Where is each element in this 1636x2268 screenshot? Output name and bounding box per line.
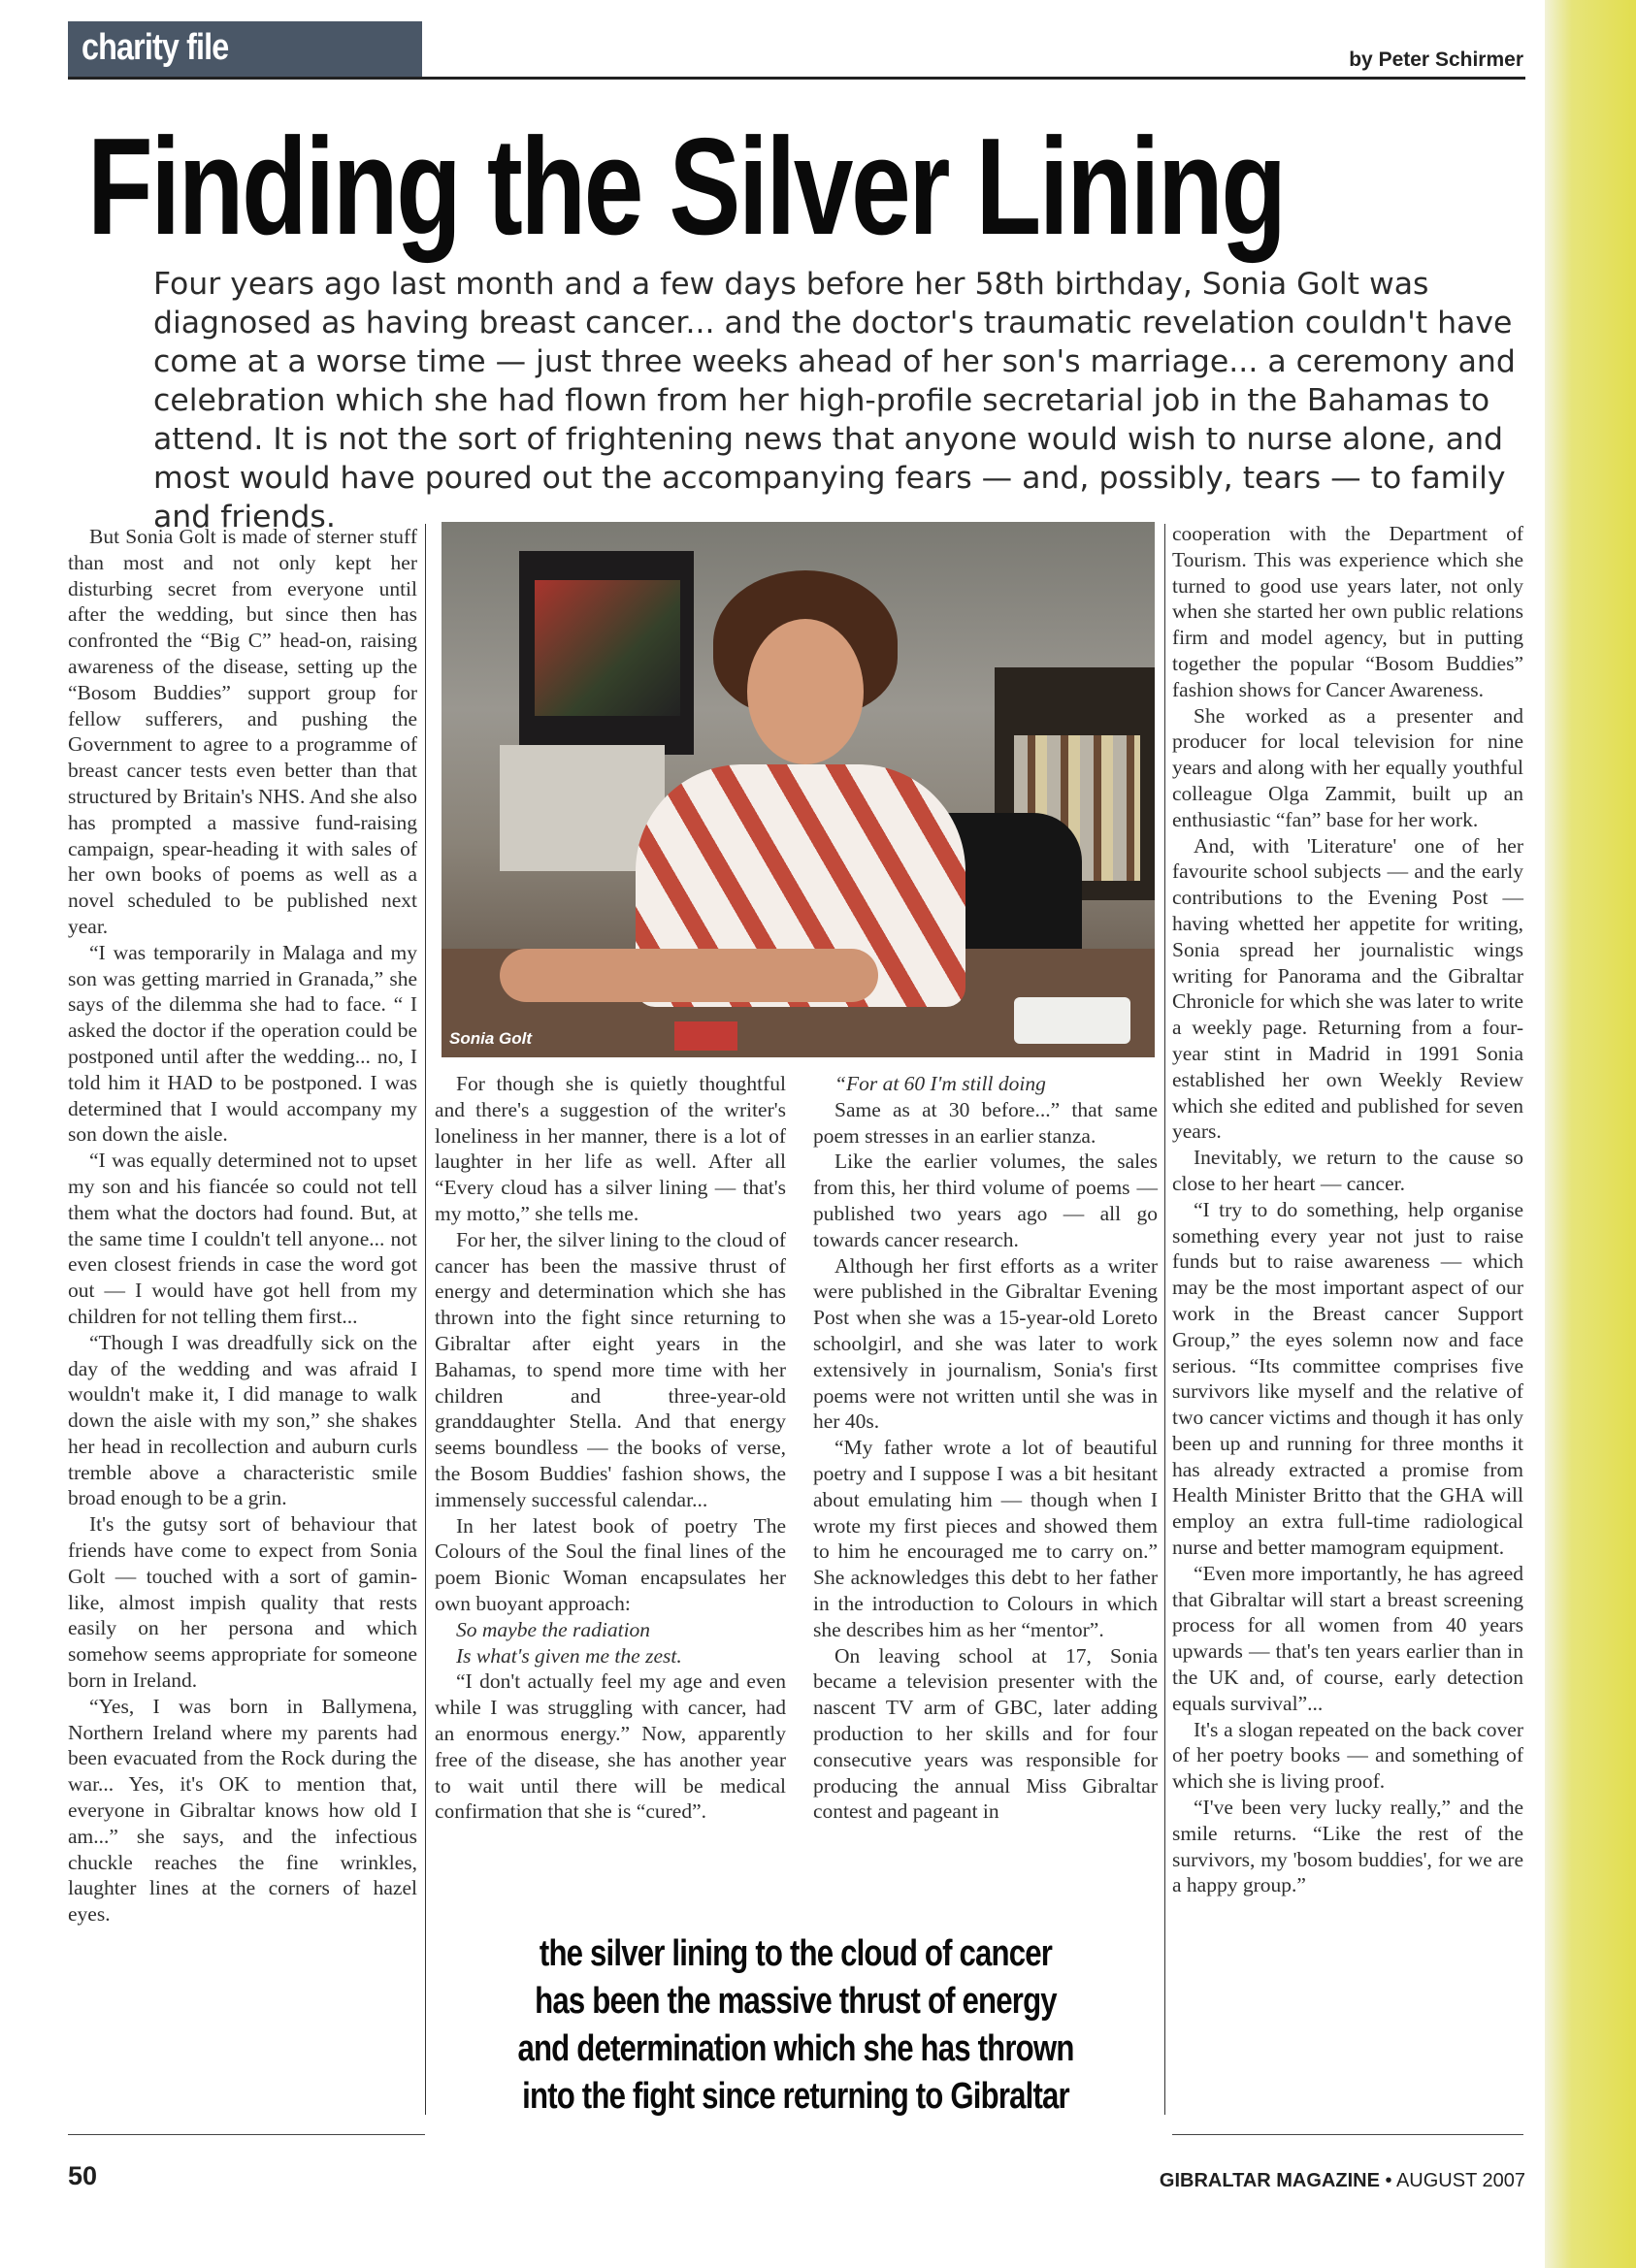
article-column-1 [68,524,417,1928]
paragraph: “I don't actually feel my age and even while I was struggling with cancer, had an enormous energy.” Now, apparently free of the disease, she has another year to wait until there will be medical confirmation that she is “cured”. [435,1669,786,1824]
paragraph: For though she is quietly thoughtful and there's a suggestion of the writer's loneliness in her manner, there is a lot of laughter in her life as well. After all “Every cloud has a silver lining — that's my motto,” she tells me. [435,1072,786,1225]
paragraph: cooperation with the Department of Tourism. This was experience which she turned to good use years later, not only when she started her own public relations firm and model agency, but in putting together the popular “Bosom Buddies” fashion shows for Cancer Awareness. [1172,522,1523,701]
paragraph: “My father wrote a lot of beautiful poetry and I suppose I was a bit hesitant about emulating him — though when I wrote my first pieces and showed them to him he encouraged me to carry on.” She acknowledges this debt to her father in the introduction to Colours in which she describes him as her “mentor”. [813,1436,1158,1641]
paragraph: Although her first efforts as a writer were published in the Gibraltar Evening Post when she was a 15-year-old Loreto schoolgirl, and she was later to work extensively in journalism, Sonia's first poems were not written until she was in her 40s. [813,1253,1158,1434]
footer-rule [1172,2134,1523,2135]
standfirst: Four years ago last month and a few days before her 58th birthday, Sonia Golt was diagnosed as having breast cancer... and the doctor's traumatic revelation couldn't have come at a worse time — just three weeks ahead of her son's marriage... a ceremony and celebration which she had flown from her high-profile secretarial job in the Bahamas to attend. It is not the sort of frightening news that anyone would wish to nurse alone, and most would have poured out the accompanying fears — and, possibly, tears — to family and friends. [153,267,1516,535]
paragraph: “I try to do something, help organise something every year not just to raise funds but to raise awareness — which may be the most important aspect of our work in the Breast cancer Support Group,” the eyes solemn now and face serious. “Its committee comprises five survivors like myself and the relative of two cancer victims and though it has only been up and running for three months it has already extracted a promise from Health Minister Britto that the GHA will employ an extra full-time radiological nurse and better mamogram equipment. [1172,1197,1523,1560]
page-edge [1545,0,1636,2268]
paragraph: But Sonia Golt is made of sterner stuff than most and not only kept her disturbing secret from everyone until after the wedding, but since then has confronted the “Big C” head-on, raising awareness of the disease, setting up the “Bosom Buddies” support group for fellow sufferers, and pushing the Government to agree to a programme of breast cancer tests even better than that structured by Britain's NHS. And she also has prompted a massive fund-raising campaign, spear-heading it with sales of her own books of poems as well as a novel scheduled to be published next year. [68,525,417,938]
paragraph: For her, the silver lining to the cloud of cancer has been the massive thrust of energy and determination which she has thrown into the fight since returning to Gibraltar after eight years in the Bahamas, to spend more time with her children and three-year-old granddaughter Stella. And that energy seems boundless — the books of verse, the Bosom Buddies' fashion shows, the immensely successful calendar... [435,1227,786,1511]
paragraph: “I've been very lucky really,” and the smile returns. “Like the rest of the survivors, my 'bosom buddies', for we are a happy group.” [1172,1796,1523,1897]
poem-line: Is what's given me the zest. [456,1643,682,1668]
issue-date: AUGUST 2007 [1395,2170,1525,2191]
article-column-2 [435,1071,786,1825]
byline: by Peter Schirmer [1349,49,1523,71]
page-number: 50 [68,2161,98,2190]
poem-line: “For at 60 I'm still doing [834,1072,1046,1095]
pull-quote [456,1930,1135,2121]
paragraph: It's a slogan repeated on the back cover of her poetry books — and something of which she is living proof. [1172,1717,1523,1794]
paragraph: Like the earlier volumes, the sales from this, her third volume of poems — published two years ago — all go towards cancer research. [813,1150,1158,1251]
paragraph: On leaving school at 17, Sonia became a television presenter with the nascent TV arm of GBC, later adding production to her skills and for four consecutive years was responsible for producing the annual Miss Gibraltar contest and pageant in [813,1643,1158,1824]
paragraph: “I was equally determined not to upset my son and his fiancée so could not tell them what the doctors had found. But, at the same time I couldn't tell anyone... not even closest friends in case the word got out — I would have got hell from my children for not telling them first... [68,1149,417,1328]
section-tab [68,21,422,78]
section-label: charity file [82,27,229,68]
header-rule [68,77,1525,80]
footer-credit [1160,2170,1525,2192]
headline: Finding the Silver Lining [87,110,1285,264]
paragraph: “Yes, I was born in Ballymena, Northern Ireland where my parents had been evacuated from the Rock during the war... Yes, it's OK to mention that, everyone in Gibraltar knows how old I am...” she says, and the infectious chuckle reaches the fine wrinkles, laughter lines at the corners of hazel eyes. [68,1694,417,1927]
paragraph: It's the gutsy sort of behaviour that friends have come to expect from Sonia Golt — touched with a sort of gamin-like, almost impish quality that rests easily on her persona and which somehow seems appropriate for someone born in Ireland. [68,1512,417,1693]
magazine-name: GIBRALTAR MAGAZINE [1159,2170,1380,2191]
poem-line: So maybe the radiation [456,1617,651,1641]
paragraph: Inevitably, we return to the cause so close to her heart — cancer. [1172,1146,1523,1195]
paragraph: Same as at 30 before...” that same poem stresses in an earlier stanza. [813,1097,1158,1148]
article-column-3 [813,1071,1158,1825]
column-divider [425,524,426,2115]
column-divider [1164,524,1165,2115]
paragraph: “Though I was dreadfully sick on the day of the wedding and was afraid I wouldn't make it, I did manage to walk down the aisle with my son,” she shakes her head in recollection and auburn curls tremble above a characteristic smile broad enough to be a grin. [68,1330,417,1510]
article-column-4 [1172,521,1523,1898]
paragraph: “I was temporarily in Malaga and my son was getting married in Granada,” she says of the dilemma she had to face. “ I asked the doctor if the operation could be postponed until after the wedding... no, I told him it HAD to be postponed. I was determined that I would accompany my son down the aisle. [68,940,417,1147]
photo-caption: Sonia Golt [449,1029,532,1048]
footer-rule [68,2134,425,2135]
paragraph: “Even more importantly, he has agreed that Gibraltar will start a breast screening process for all women from 40 years upwards — that's ten years earlier than in the UK and, of course, early detection equals survival”... [1172,1561,1523,1715]
article-photo [442,522,1155,1057]
paragraph: And, with 'Literature' one of her favourite school subjects — and the early contributions to the Evening Post — having whetted her appetite for writing, Sonia spread her journalistic wings writing for Panorama and the Gibraltar Chronicle for which she was later to write a weekly page. Returning from a four-year stint in Madrid in 1991 Sonia established her own Weekly Review which she edited and published for seven years. [1172,833,1523,1144]
footer-separator: • [1385,2170,1392,2191]
paragraph: In her latest book of poetry The Colours of the Soul the final lines of the poem Bionic Woman encapsulates her own buoyant approach: [435,1513,786,1615]
pull-quote-text: the silver lining to the cloud of cancer has been the massive thrust of energy and determination which she has thrown into the fight since returning to Gibraltar [517,1933,1074,2117]
paragraph: She worked as a presenter and producer for local television for nine years and along with her equally youthful colleague Olga Zammit, built up an enthusiastic “fan” base for her work. [1172,703,1523,831]
